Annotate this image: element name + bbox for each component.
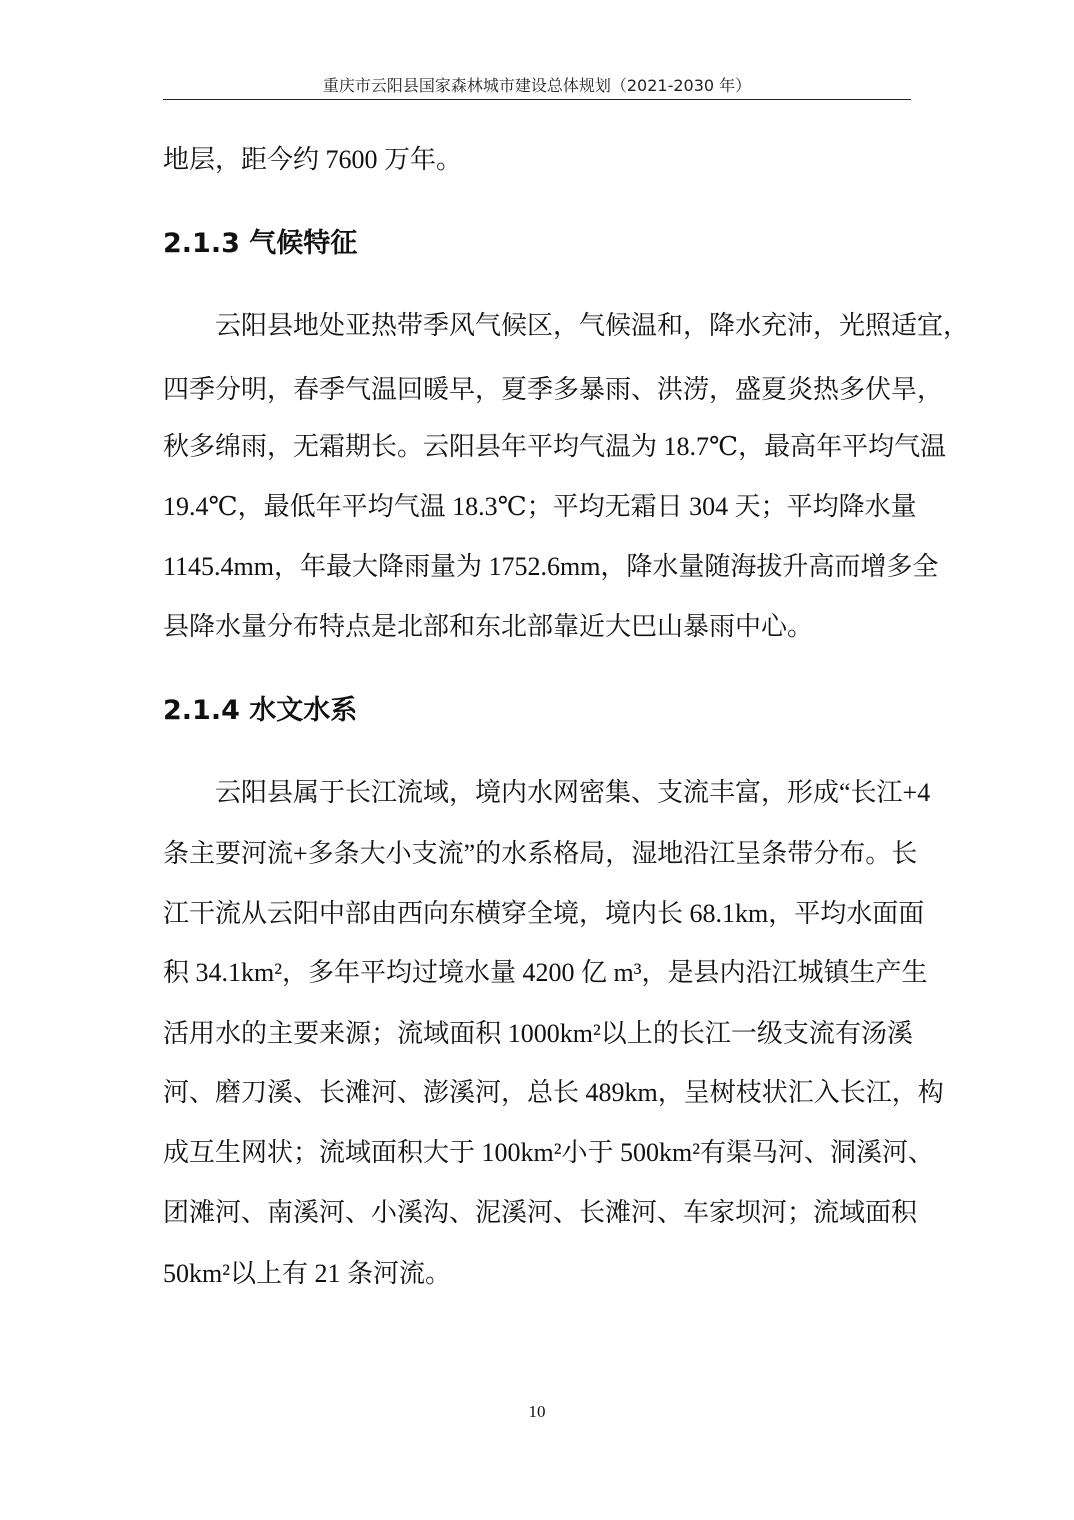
paragraph-line: 秋多绵雨，无霜期长。云阳县年平均气温为 18.7℃，最高年平均气温 <box>163 432 947 461</box>
paragraph-line: 50km²以上有 21 条河流。 <box>163 1259 452 1288</box>
paragraph-line: 活用水的主要来源；流域面积 1000km²以上的长江一级支流有汤溪 <box>163 1019 913 1048</box>
paragraph-line: 成互生网状；流域面积大于 100km²小于 500km²有渠马河、洞溪河、 <box>163 1138 935 1167</box>
paragraph-line: 1145.4mm，年最大降雨量为 1752.6mm，降水量随海拔升高而增多全 <box>163 552 939 581</box>
paragraph-line: 云阳县属于长江流域，境内水网密集、支流丰富，形成“长江+4 <box>215 778 931 807</box>
paragraph-line: 江干流从云阳中部由西向东横穿全境，境内长 68.1km，平均水面面 <box>163 899 925 928</box>
paragraph-line: 县降水量分布特点是北部和东北部靠近大巴山暴雨中心。 <box>163 612 814 641</box>
paragraph-line: 河、磨刀溪、长滩河、澎溪河，总长 489km，呈树枝状汇入长江，构 <box>163 1078 944 1107</box>
paragraph-line: 19.4℃，最低年平均气温 18.3℃；平均无霜日 304 天；平均降水量 <box>163 492 917 521</box>
paragraph-line: 条主要河流+多条大小支流”的水系格局，湿地沿江呈条带分布。长 <box>163 839 918 868</box>
header-divider <box>163 99 911 100</box>
paragraph-line: 积 34.1km²，多年平均过境水量 4200 亿 m³，是县内沿江城镇生产生 <box>163 958 928 987</box>
page-number: 10 <box>528 1402 546 1421</box>
paragraph-line: 四季分明，春季气温回暖早，夏季多暴雨、洪涝，盛夏炎热多伏旱， <box>163 375 944 404</box>
section-heading-hydrology: 2.1.4 水文水系 <box>163 695 358 726</box>
paragraph-line: 团滩河、南溪河、小溪沟、泥溪河、长滩河、车家坝河；流域面积 <box>163 1198 918 1227</box>
page-header: 重庆市云阳县国家森林城市建设总体规划（2021-2030 年） <box>322 76 752 95</box>
paragraph-line: 云阳县地处亚热带季风气候区，气候温和，降水充沛，光照适宜， <box>215 311 970 340</box>
paragraph-line: 地层，距今约 7600 万年。 <box>163 145 463 174</box>
section-heading-climate: 2.1.3 气候特征 <box>163 228 358 259</box>
